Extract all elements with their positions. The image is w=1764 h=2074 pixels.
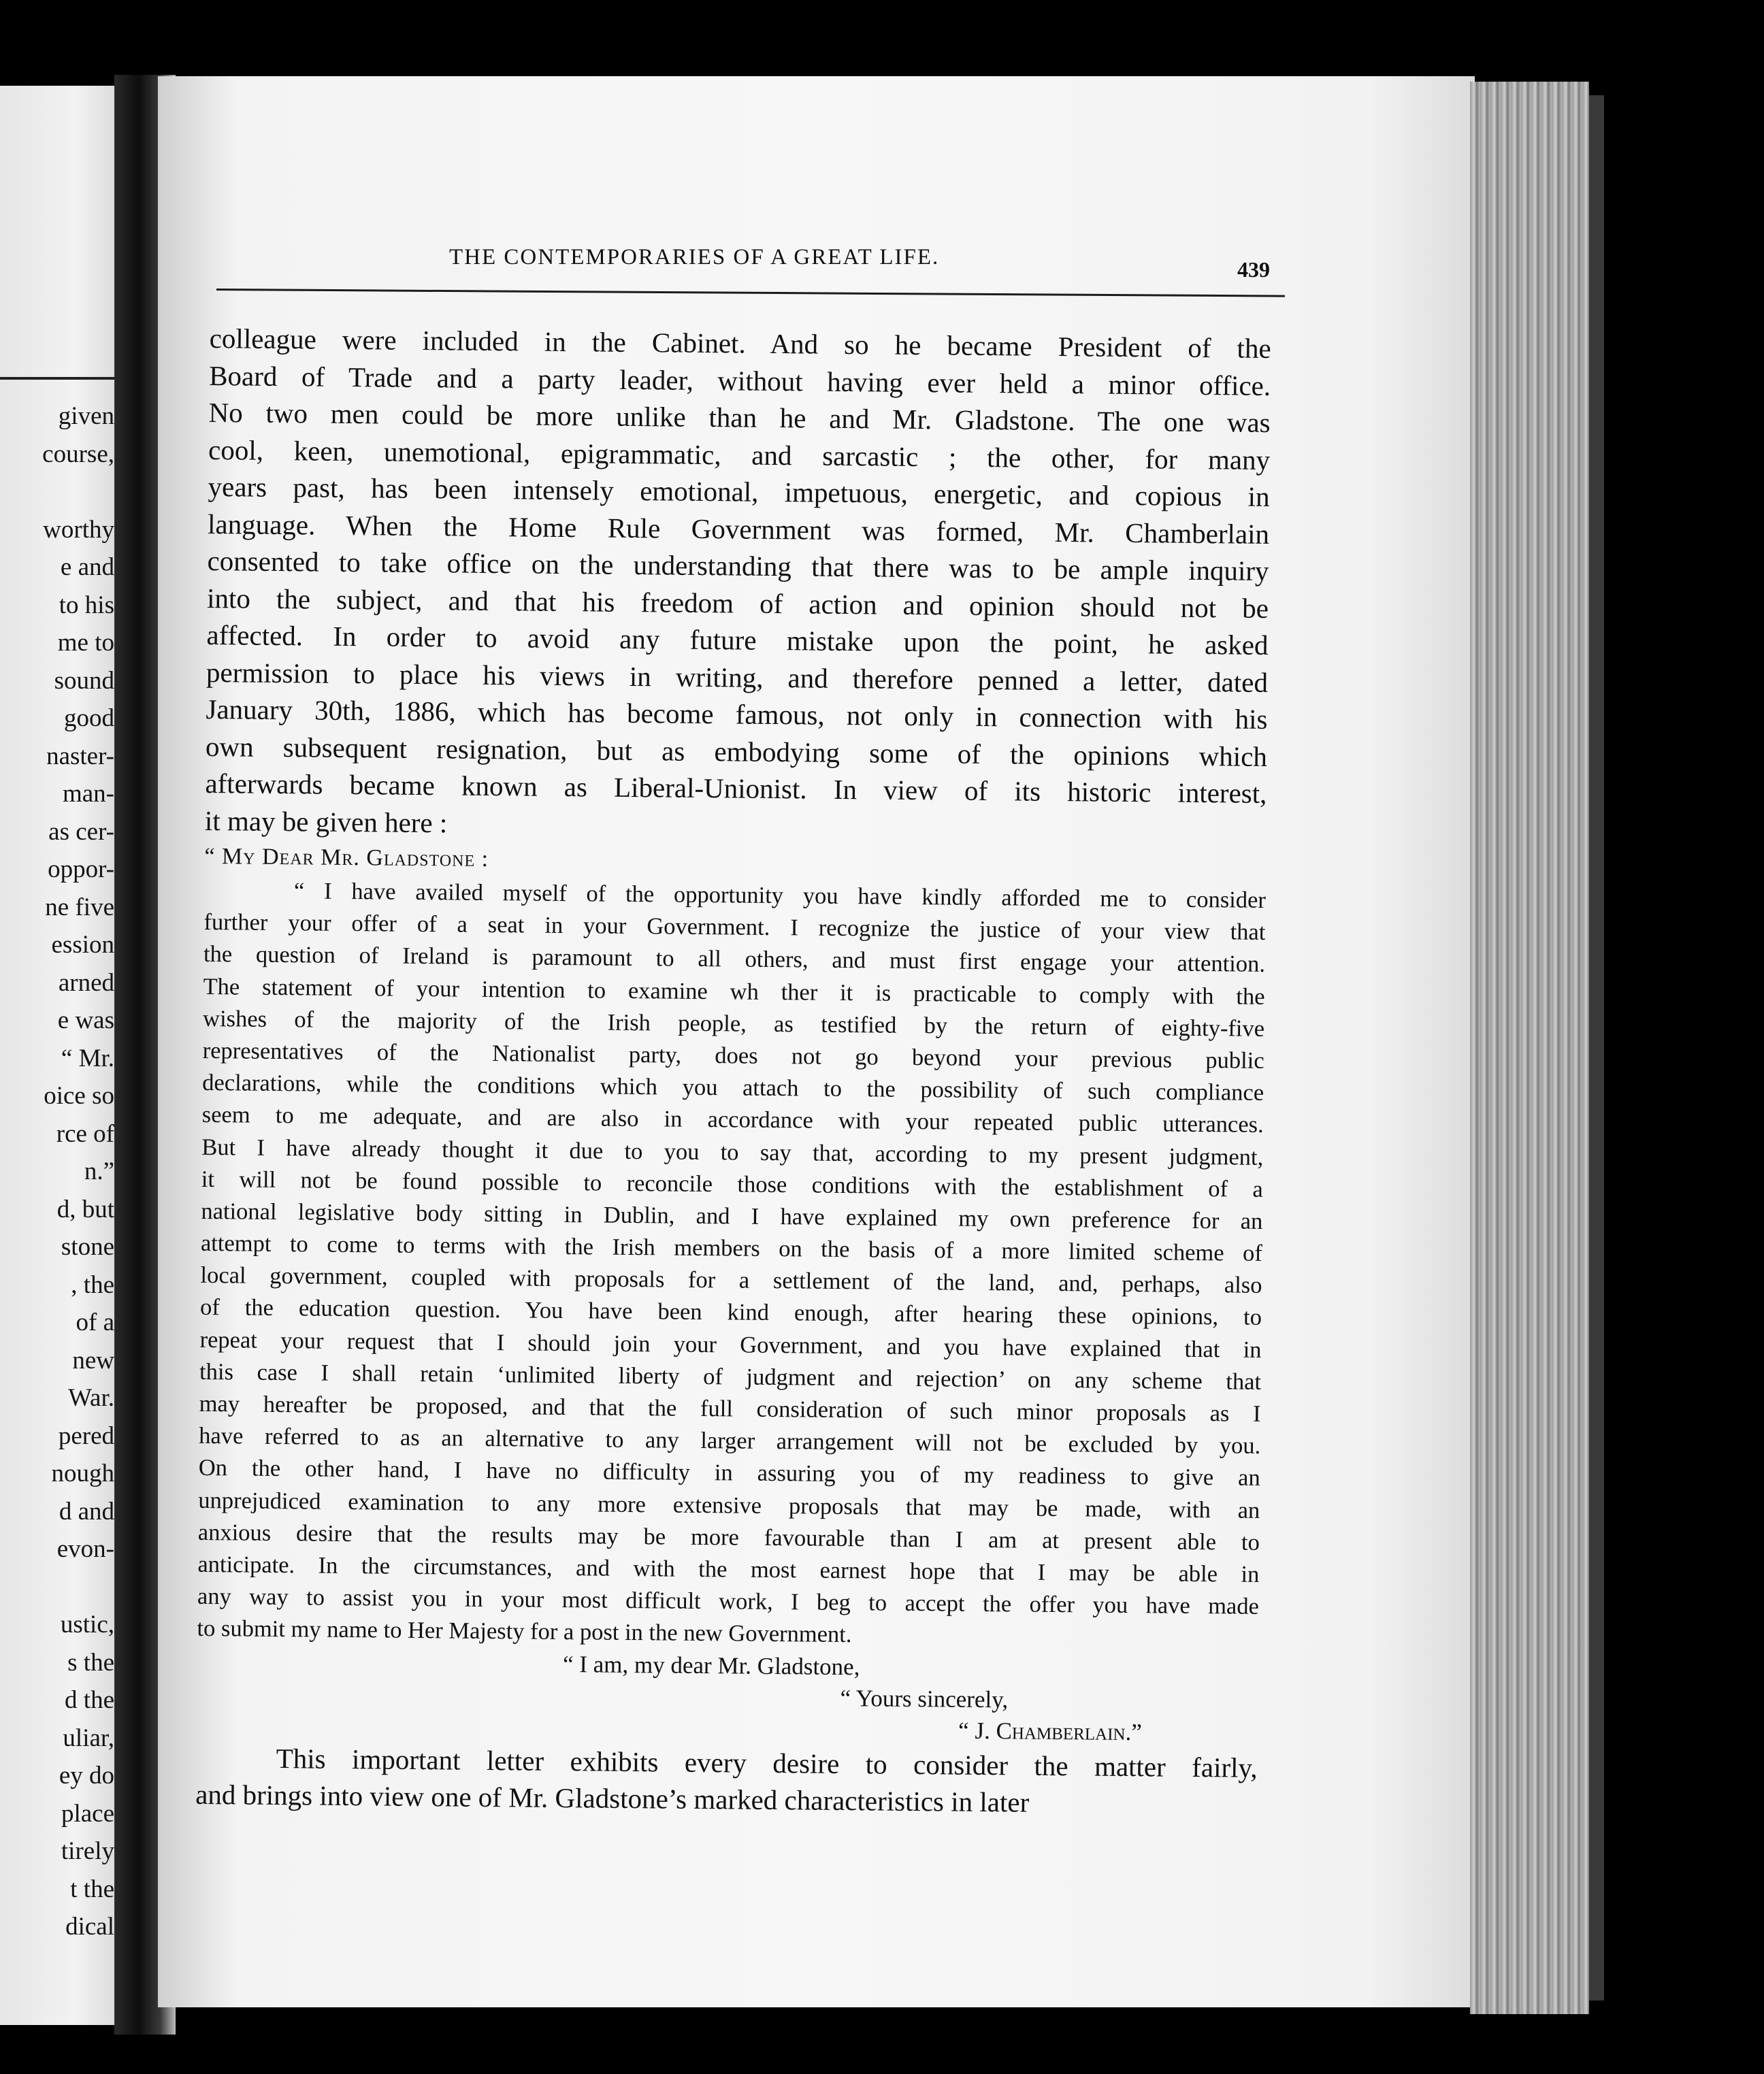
letter-line: local government, coupled with proposals for a settlement of the land, and, perhaps, also bbox=[200, 1262, 1262, 1299]
letter-line: The statement of your intention to examine wh ther it is practicable to comply with the bbox=[203, 973, 1265, 1010]
previous-page-fragment: dical bbox=[65, 1913, 114, 1941]
letter-line: But I have already thought it due to you to say that, according to my present judgment, bbox=[201, 1134, 1264, 1170]
letter-line: unprejudiced examination to any more extensive proposals that may be made, with an bbox=[198, 1487, 1260, 1524]
letter-line: have referred to as an alternative to any larger arrangement will not be excluded by you. bbox=[199, 1423, 1261, 1460]
text-line: it may be given here : bbox=[204, 804, 448, 838]
letter-line: On the other hand, I have no difficulty in assuring you of my readiness to give an bbox=[198, 1455, 1260, 1492]
previous-page-fragment: stone bbox=[61, 1233, 114, 1261]
letter-line: repeat your request that I should join your Government, and you have explained that in bbox=[199, 1326, 1262, 1363]
previous-page-fragment: good bbox=[64, 704, 114, 732]
letter-salutation: “ My Dear Mr. Gladstone : bbox=[204, 843, 489, 872]
body-paragraph-closing bbox=[195, 1739, 1258, 1823]
page-edges bbox=[1470, 82, 1589, 2014]
previous-page-head-rule bbox=[0, 377, 119, 380]
letter-line: anxious desire that the results may be more favourable than I am at present able to bbox=[197, 1519, 1260, 1556]
previous-page-fragment: evon- bbox=[56, 1535, 114, 1563]
text-line: into the subject, and that his freedom of action and opinion should not be bbox=[206, 582, 1269, 624]
letter-signature: “ J. Chamberlain.” bbox=[958, 1717, 1143, 1745]
letter-line: the question of Ireland is paramount to all others, and must first engage your attention. bbox=[203, 941, 1266, 978]
letter-line: of the education question. You have been kind enough, after hearing these opinions, to bbox=[199, 1294, 1262, 1331]
letter-line: wishes of the majority of the Irish people, as testified by the return of eighty-five bbox=[202, 1005, 1265, 1042]
previous-page-fragment: d and bbox=[59, 1497, 114, 1526]
text-line: afterwards became known as Liberal-Unionist. In view of its historic interest, bbox=[205, 767, 1267, 809]
previous-page-fragment: d the bbox=[65, 1686, 114, 1714]
previous-page-fragment: me to bbox=[57, 629, 114, 657]
previous-page-fragment: “ Mr. bbox=[61, 1044, 114, 1072]
previous-page-fragment: ustic, bbox=[60, 1611, 114, 1639]
body-paragraph-intro bbox=[205, 320, 1271, 849]
previous-page-fragment: course, bbox=[42, 440, 114, 468]
previous-page-fragment: arned bbox=[58, 968, 114, 997]
previous-page-fragment: e and bbox=[60, 553, 114, 581]
previous-page-fragment: rce of bbox=[56, 1119, 114, 1148]
previous-page-fragment: , the bbox=[71, 1270, 114, 1299]
text-line: Board of Trade and a party leader, without having ever held a minor office. bbox=[208, 359, 1271, 401]
previous-page-fragment: place bbox=[61, 1799, 114, 1828]
previous-page-fragment: n.” bbox=[84, 1157, 114, 1185]
page-number: 439 bbox=[1237, 257, 1270, 282]
text-line: language. When the Home Rule Government was formed, Mr. Chamberlain bbox=[207, 508, 1270, 550]
letter-line: may hereafter be proposed, and that the full consideration of such minor proposals as I bbox=[199, 1390, 1261, 1427]
previous-page-fragment bbox=[42, 473, 114, 511]
previous-page-fragment: e was bbox=[57, 1006, 114, 1034]
letter-line: representatives of the Nationalist party, does not go beyond your previous public bbox=[202, 1037, 1264, 1074]
letter-line: further your offer of a seat in your Government. I recognize the justice of your view that bbox=[203, 909, 1266, 946]
letter-line: seem to me adequate, and are also in accordance with your repeated public utterances. bbox=[201, 1102, 1264, 1138]
text-line: colleague were included in the Cabinet. And so he became President of the bbox=[209, 322, 1271, 364]
previous-page-fragment: to his bbox=[59, 591, 114, 619]
letter-line: this case I shall retain ‘unlimited liberty of judgment and rejection’ on any scheme that bbox=[199, 1358, 1262, 1395]
text-line: affected. In order to avoid any future mistake upon the point, he asked bbox=[206, 619, 1269, 661]
previous-page-fragment: pered bbox=[58, 1421, 114, 1450]
previous-page-fragment: t the bbox=[70, 1875, 114, 1903]
previous-page-fragment: given bbox=[58, 402, 114, 430]
previous-page-fragment: naster- bbox=[46, 742, 114, 770]
previous-page-fragment: worthy bbox=[43, 515, 114, 544]
letter-closing-line: “ Yours sincerely, bbox=[840, 1684, 1009, 1713]
letter-line: to submit my name to Her Majesty for a post in the new Government. bbox=[197, 1615, 852, 1648]
previous-page-fragment: d, but bbox=[56, 1195, 114, 1223]
text-line: This important letter exhibits every desire to consider the matter fairly, bbox=[276, 1742, 1258, 1783]
previous-page-fragment: sound bbox=[54, 666, 114, 695]
text-line: years past, has been intensely emotional, impetuous, energetic, and copious in bbox=[208, 470, 1270, 512]
letter-body bbox=[197, 874, 1266, 1655]
letter-line: declarations, while the conditions which you attach to the possibility of such compliance bbox=[202, 1070, 1264, 1106]
previous-page-fragment: tirely bbox=[61, 1837, 114, 1865]
page-edges-shadow bbox=[1589, 95, 1604, 2001]
previous-page-fragment: uliar, bbox=[63, 1724, 114, 1752]
letter-line: it will not be found possible to reconcile those conditions with the establishment of a bbox=[201, 1166, 1263, 1202]
text-line: permission to place his views in writing, and therefore penned a letter, dated bbox=[206, 656, 1269, 698]
text-line: January 30th, 1886, which has become famous, not only in connection with his bbox=[206, 693, 1268, 735]
letter-closing-line: “ I am, my dear Mr. Gladstone, bbox=[562, 1650, 860, 1680]
letter-line: “ I have availed myself of the opportunity you have kindly afforded me to consider bbox=[293, 878, 1267, 913]
previous-page-fragment: ession bbox=[51, 931, 114, 959]
previous-page-fragment: man- bbox=[62, 780, 114, 808]
letter-line: any way to assist you in your most difficult work, I beg to accept the offer you have made bbox=[197, 1583, 1260, 1620]
previous-page-fragment: s the bbox=[67, 1648, 114, 1677]
text-line: own subsequent resignation, but as embodying some of the opinions which bbox=[205, 730, 1268, 772]
text-line: No two men could be more unlike than he and Mr. Gladstone. The one was bbox=[208, 396, 1271, 438]
page-text bbox=[195, 320, 1271, 1823]
letter-line: attempt to come to terms with the Irish members on the basis of a more limited scheme of bbox=[200, 1230, 1263, 1266]
previous-page-fragment: new bbox=[72, 1346, 114, 1375]
letter-line: anticipate. In the circumstances, and with the most earnest hope that I may be able in bbox=[197, 1551, 1260, 1587]
previous-page-fragment: oppor- bbox=[48, 855, 114, 883]
previous-page-fragment: War. bbox=[68, 1384, 114, 1412]
previous-page-fragment: nough bbox=[51, 1460, 114, 1487]
previous-page-fragment: of a bbox=[76, 1308, 114, 1336]
previous-page-text-fragments bbox=[42, 397, 114, 1946]
previous-page-fragment: oice so bbox=[44, 1082, 114, 1110]
text-line: consented to take office on the understanding that there was to be ample inquiry bbox=[207, 544, 1269, 587]
letter-line: national legislative body sitting in Dublin, and I have explained my own preference for an bbox=[201, 1198, 1263, 1234]
text-line: cool, keen, unemotional, epigrammatic, and sarcastic ; the other, for many bbox=[208, 433, 1271, 476]
previous-page-fragment: ne five bbox=[45, 893, 114, 921]
previous-page-fragment bbox=[42, 1568, 114, 1607]
previous-page-fragment: ey do bbox=[59, 1762, 114, 1790]
previous-page-fragment: as cer- bbox=[48, 817, 114, 846]
running-head: THE CONTEMPORARIES OF A GREAT LIFE. bbox=[449, 245, 940, 269]
text-line: and brings into view one of Mr. Gladstone’s marked characteristics in later bbox=[195, 1778, 1030, 1818]
